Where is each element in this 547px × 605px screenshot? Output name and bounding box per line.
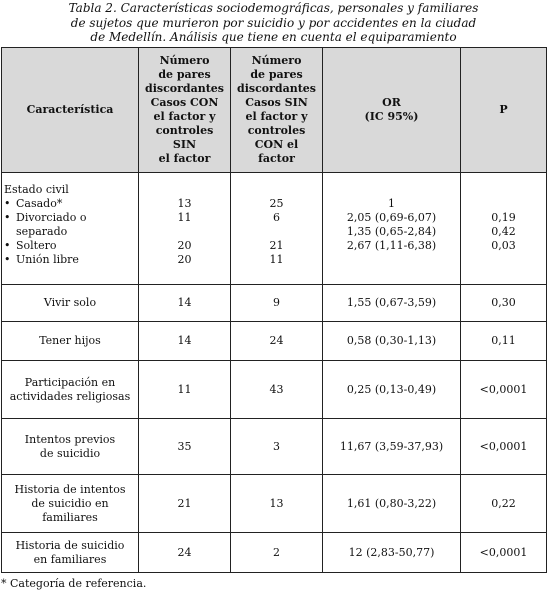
- row-label-line: Intentos previos: [24, 432, 116, 446]
- table-cell: <0,0001: [461, 533, 547, 573]
- table-cell: <0,0001: [461, 361, 547, 419]
- estado-civil-col5: [461, 173, 547, 285]
- row-label: [2, 533, 139, 573]
- header-line: controles: [247, 124, 306, 137]
- table-cell: 0,11: [461, 322, 547, 361]
- table-cell: 3: [231, 419, 323, 475]
- table-cell: 11: [139, 361, 231, 419]
- table-cell: 25: [269, 197, 284, 210]
- table-cell: 12 (2,83-50,77): [323, 533, 461, 573]
- header-line: Número: [251, 54, 302, 67]
- table-row: [2, 285, 547, 322]
- table-cell: 1: [388, 197, 395, 210]
- table-cell: 0,19: [491, 211, 516, 224]
- table-row-estado-civil: [2, 173, 547, 285]
- header-line: factor: [258, 152, 295, 165]
- table-cell: [463, 253, 544, 267]
- header-line: SIN: [172, 138, 197, 151]
- row-label-line: Historia de suicidio: [15, 538, 125, 552]
- table-row: [2, 475, 547, 533]
- row-label-line: en familiares: [33, 552, 107, 566]
- table-caption: [0, 0, 547, 47]
- header-line: OR: [382, 96, 401, 109]
- row-label-line: de suicidio en: [31, 496, 109, 510]
- row-label-line: familiares: [42, 510, 98, 524]
- table-cell: 0,03: [491, 239, 516, 252]
- estado-civil-label: [2, 173, 139, 285]
- header-casos-con: [139, 48, 231, 173]
- table-cell: 11: [269, 253, 284, 266]
- bullet-icon: •: [4, 253, 11, 266]
- table-cell: 1,35 (0,65-2,84): [346, 225, 437, 238]
- bullet-icon: •: [4, 211, 11, 224]
- list-item-label: Soltero: [16, 239, 57, 252]
- table-cell: <0,0001: [461, 419, 547, 475]
- list-item-continuation: separado: [16, 225, 68, 238]
- row-label-line: Tener hijos: [39, 334, 101, 347]
- table-cell: 24: [139, 533, 231, 573]
- header-caracteristica: Característica: [2, 48, 139, 173]
- header-line: discordantes: [145, 82, 224, 95]
- table-cell: [463, 197, 544, 211]
- list-item: [4, 239, 136, 253]
- table-cell: 11,67 (3,59-37,93): [323, 419, 461, 475]
- table-cell: 43: [231, 361, 323, 419]
- header-line: Casos SIN: [245, 96, 308, 109]
- footnote: * Categoría de referencia.: [1, 577, 147, 590]
- table-cell: 0,25 (0,13-0,49): [323, 361, 461, 419]
- estado-civil-title: Estado civil: [4, 183, 69, 196]
- header-line: (IC 95%): [364, 110, 419, 123]
- table-row: [2, 419, 547, 475]
- table-cell: 2,67 (1,11-6,38): [346, 239, 437, 252]
- table-cell: 14: [139, 322, 231, 361]
- row-label: [2, 475, 139, 533]
- table-cell: [325, 253, 458, 267]
- table-cell: 21: [139, 475, 231, 533]
- header-line: Casos CON: [150, 96, 219, 109]
- bullet-icon: •: [4, 197, 11, 210]
- table-cell: [141, 225, 228, 239]
- table-cell: 13: [177, 197, 192, 210]
- estado-civil-col2: [139, 173, 231, 285]
- list-item: [4, 211, 136, 225]
- table-cell: 0,58 (0,30-1,13): [323, 322, 461, 361]
- table-cell: [233, 225, 320, 239]
- table-cell: 21: [269, 239, 284, 252]
- header-line: CON el: [254, 138, 299, 151]
- list-item-label: Divorciado o: [16, 211, 87, 224]
- list-item: [4, 253, 136, 267]
- list-item-label: Unión libre: [16, 253, 79, 266]
- table-cell: 9: [231, 285, 323, 322]
- header-p: P: [461, 48, 547, 173]
- table-cell: 0,22: [461, 475, 547, 533]
- header-casos-sin: [231, 48, 323, 173]
- table-cell: 1,55 (0,67-3,59): [323, 285, 461, 322]
- list-item-label: Casado*: [16, 197, 63, 210]
- header-line: de pares: [250, 68, 303, 81]
- row-label: [2, 322, 139, 361]
- row-label: [2, 285, 139, 322]
- table-cell: 0,30: [461, 285, 547, 322]
- row-label: [2, 419, 139, 475]
- caption-line: Tabla 2. Características sociodemográficas, personales y familiares: [68, 1, 479, 15]
- list-item: [4, 197, 136, 211]
- table-row: [2, 361, 547, 419]
- row-label-line: actividades religiosas: [9, 389, 131, 403]
- bullet-icon: •: [4, 239, 11, 252]
- table-row: [2, 322, 547, 361]
- estado-civil-col4: [323, 173, 461, 285]
- table-cell: 2: [231, 533, 323, 573]
- row-label-line: de suicidio: [39, 446, 101, 460]
- header-line: Número: [159, 54, 210, 67]
- table-cell: 0,42: [491, 225, 516, 238]
- table-cell: 14: [139, 285, 231, 322]
- table-cell: 24: [231, 322, 323, 361]
- header-line: el factor: [158, 152, 211, 165]
- header-line: el factor y: [245, 110, 308, 123]
- caption-line: de Medellín. Análisis que tiene en cuenta el equiparamiento: [90, 30, 457, 44]
- table-cell: 11: [177, 211, 192, 224]
- data-table: [1, 47, 547, 573]
- header-or: [323, 48, 461, 173]
- table-cell: 13: [231, 475, 323, 533]
- table-cell: 20: [177, 239, 192, 252]
- table-cell: 35: [139, 419, 231, 475]
- header-line: el factor y: [153, 110, 216, 123]
- row-label-line: Participación en: [24, 375, 116, 389]
- table-cell: 1,61 (0,80-3,22): [323, 475, 461, 533]
- table-cell: 20: [177, 253, 192, 266]
- header-line: de pares: [158, 68, 211, 81]
- header-line: discordantes: [237, 82, 316, 95]
- row-label: [2, 361, 139, 419]
- row-label-line: Vivir solo: [43, 296, 97, 309]
- table-cell: 6: [273, 211, 280, 224]
- caption-line: de sujetos que murieron por suicidio y por accidentes en la ciudad: [70, 15, 477, 30]
- table-row: [2, 533, 547, 573]
- header-row: [2, 48, 547, 173]
- table-cell: 2,05 (0,69-6,07): [346, 211, 437, 224]
- header-line: controles: [155, 124, 214, 137]
- row-label-line: Historia de intentos: [14, 482, 126, 496]
- estado-civil-col3: [231, 173, 323, 285]
